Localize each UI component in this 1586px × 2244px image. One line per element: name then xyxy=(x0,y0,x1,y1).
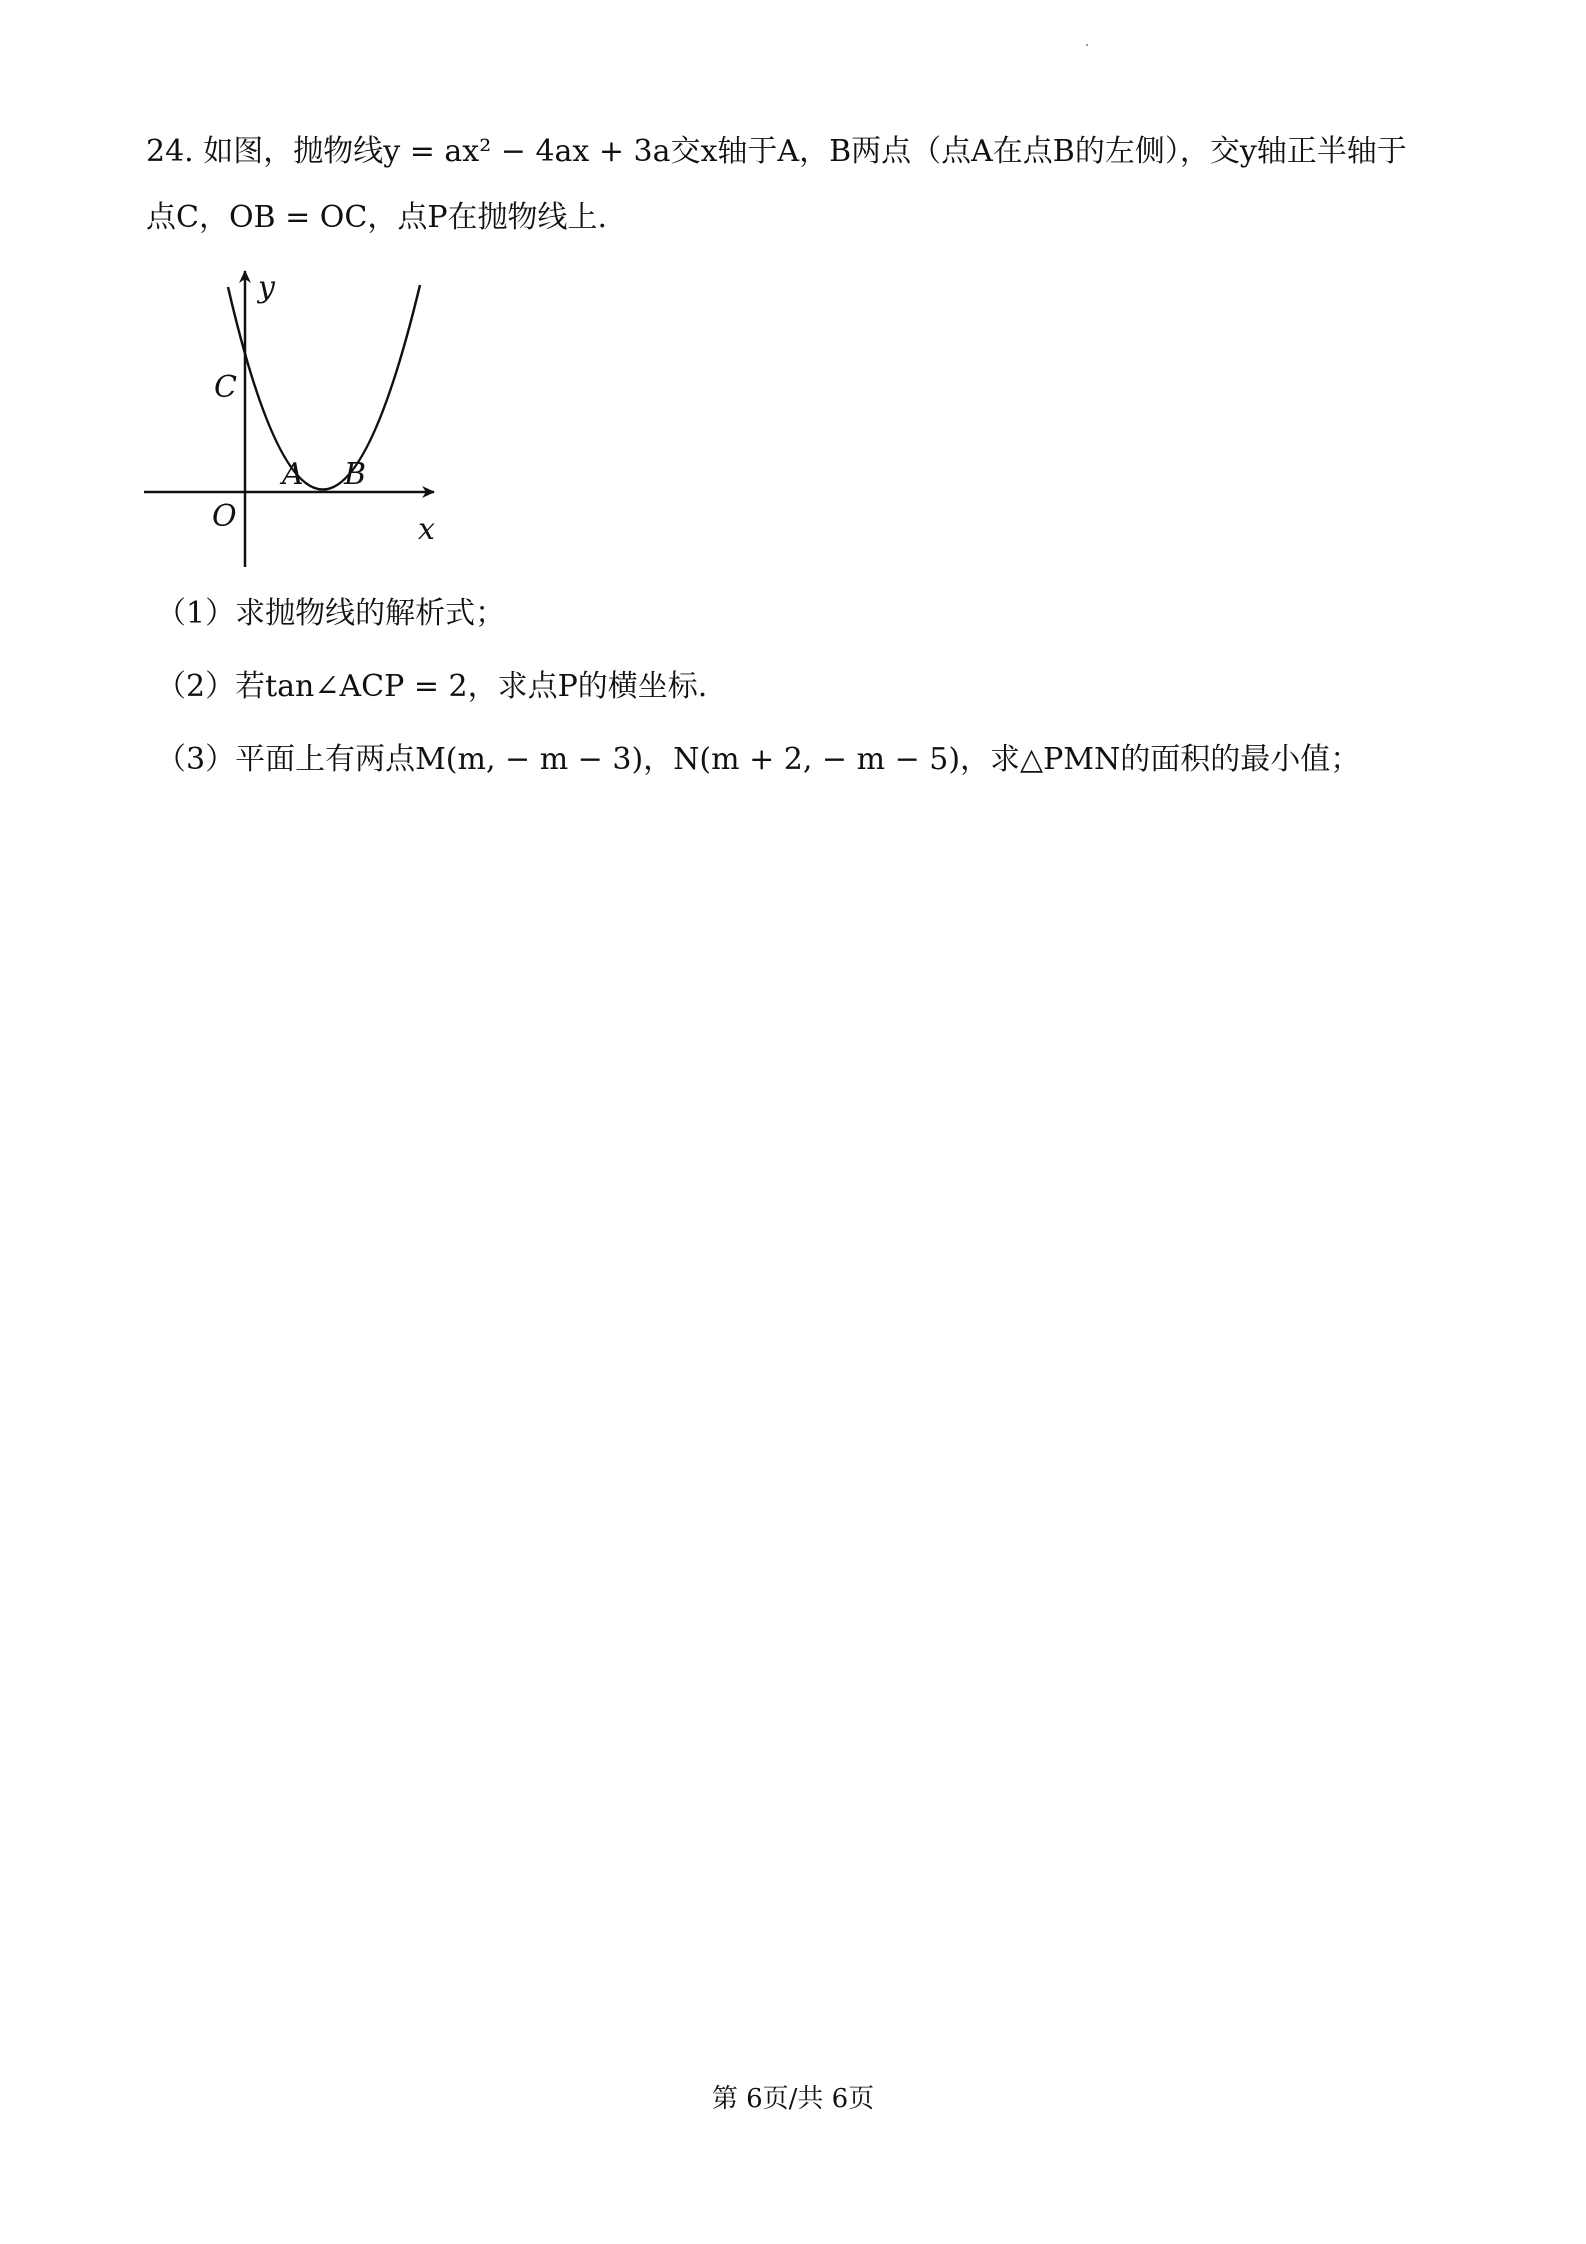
x-axis-label: x xyxy=(418,512,435,547)
parabola-figure xyxy=(136,265,446,575)
point-c-label: C xyxy=(214,370,237,405)
origin-label: O xyxy=(212,499,237,534)
sub-question-2: （2）若tan∠ACP = 2，求点P的横坐标. xyxy=(156,669,708,704)
parabola-curve xyxy=(228,285,420,490)
problem-statement-line-1: 24. 如图，抛物线y = ax² − 4ax + 3a交x轴于A，B两点（点A在点B的左侧），交y轴正半轴于 xyxy=(146,134,1407,169)
sub-question-1: （1）求抛物线的解析式； xyxy=(156,596,506,631)
problem-statement-line-2: 点C，OB = OC，点P在抛物线上. xyxy=(146,200,608,235)
page-number: 第 6页/共 6页 xyxy=(711,2084,875,2114)
scan-speck xyxy=(1086,44,1088,46)
sub-question-3: （3）平面上有两点M(m, − m − 3)，N(m + 2, − m − 5)，求△PMN的面积的最小值； xyxy=(156,742,1361,777)
point-a-label: A xyxy=(282,457,304,492)
y-axis-label: y xyxy=(258,270,275,305)
point-b-label: B xyxy=(344,457,367,492)
